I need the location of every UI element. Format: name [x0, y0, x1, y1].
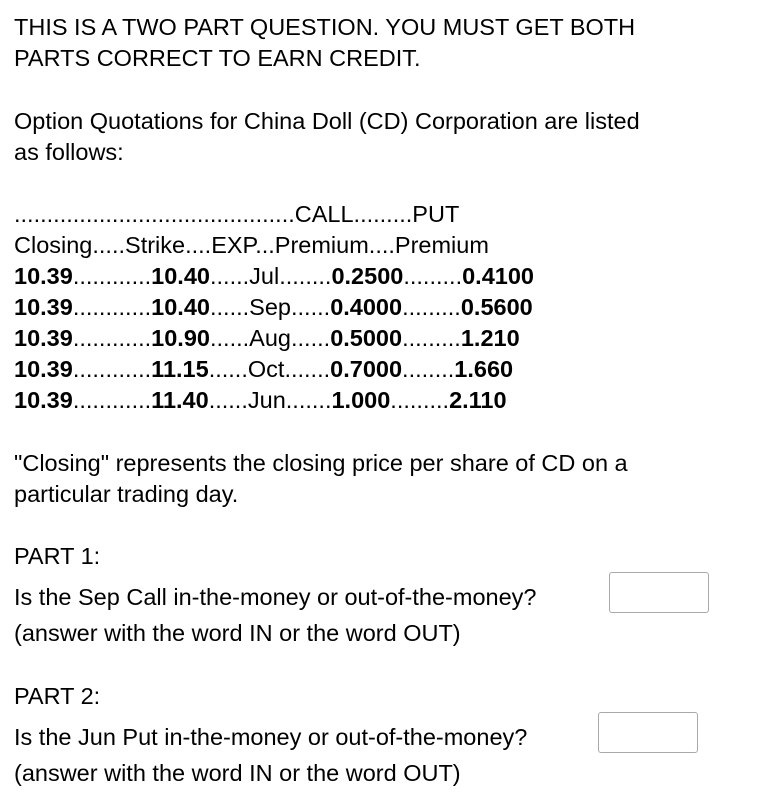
table-row [14, 327, 520, 351]
strike-cell: 10.40 [151, 294, 210, 320]
exp-cell: Aug [249, 325, 291, 351]
put-premium-cell: 0.4100 [462, 263, 534, 289]
strike-cell: 11.15 [151, 356, 209, 382]
header-line-2: PARTS CORRECT TO EARN CREDIT. [14, 45, 421, 71]
exp-cell: Sep [249, 294, 291, 320]
part2-answer-input[interactable] [598, 712, 698, 753]
dot-leader: ......... [402, 325, 461, 351]
dot-leader: ...... [209, 263, 250, 289]
part2-question: Is the Jun Put in-the-money or out-of-the-money? [14, 724, 528, 750]
dot-leader: ............ [72, 356, 152, 382]
intro-line-2: as follows: [14, 139, 124, 165]
put-premium-cell: 1.210 [460, 325, 520, 351]
dot-leader: ......... [402, 294, 461, 320]
put-premium-cell: 1.660 [454, 356, 514, 382]
exp-cell: Jun [247, 387, 286, 413]
closing-cell: 10.39 [14, 294, 73, 320]
strike-cell: 10.90 [151, 325, 210, 351]
header-line-1: THIS IS A TWO PART QUESTION. YOU MUST GET BOTH [14, 14, 636, 40]
dot-leader: ............ [72, 387, 152, 413]
table-row [14, 358, 513, 382]
dot-leader: ...... [208, 356, 248, 382]
table-header-columns: Closing.....Strike....EXP...Premium....Premium [14, 232, 489, 258]
part2-title: PART 2: [14, 683, 101, 709]
dot-leader: ............ [72, 325, 152, 351]
dot-leader: ........ [402, 356, 455, 382]
dot-leader: ....... [285, 387, 332, 413]
dot-leader: ...... [208, 387, 248, 413]
table-row [14, 265, 534, 289]
table-row [14, 296, 533, 320]
dot-leader: ............ [72, 294, 152, 320]
intro-line-1: Option Quotations for China Doll (CD) Corporation are listed [14, 108, 640, 134]
call-premium-cell: 1.000 [331, 387, 391, 413]
call-premium-cell: 0.7000 [330, 356, 403, 382]
closing-cell: 10.39 [14, 356, 73, 382]
table-header-call-put: ...........................................CALL.........PUT [14, 201, 460, 227]
part1-question: Is the Sep Call in-the-money or out-of-the-money? [14, 584, 537, 610]
note-line-1: "Closing" represents the closing price per share of CD on a [14, 450, 628, 476]
dot-leader: ...... [291, 294, 331, 320]
dot-leader: ...... [209, 325, 250, 351]
call-premium-cell: 0.5000 [330, 325, 403, 351]
closing-cell: 10.39 [14, 325, 73, 351]
dot-leader: ......... [403, 263, 463, 289]
put-premium-cell: 0.5600 [460, 294, 533, 320]
dot-leader: ........ [279, 263, 332, 289]
part1-title: PART 1: [14, 543, 101, 569]
part1-answer-input[interactable] [609, 572, 709, 613]
closing-cell: 10.39 [14, 263, 73, 289]
strike-cell: 10.40 [151, 263, 210, 289]
dot-leader: ...... [209, 294, 250, 320]
dot-leader: ....... [284, 356, 331, 382]
dot-leader: ............ [72, 263, 152, 289]
dot-leader: ...... [291, 325, 331, 351]
strike-cell: 11.40 [151, 387, 209, 413]
exp-cell: Jul [249, 263, 280, 289]
note-line-2: particular trading day. [14, 481, 239, 507]
call-premium-cell: 0.4000 [330, 294, 403, 320]
exp-cell: Oct [247, 356, 285, 382]
dot-leader: ......... [390, 387, 450, 413]
call-premium-cell: 0.2500 [331, 263, 404, 289]
part2-instruction: (answer with the word IN or the word OUT) [14, 760, 461, 786]
put-premium-cell: 2.110 [449, 387, 507, 413]
table-row [14, 389, 507, 413]
closing-cell: 10.39 [14, 387, 73, 413]
part1-instruction: (answer with the word IN or the word OUT) [14, 620, 461, 646]
